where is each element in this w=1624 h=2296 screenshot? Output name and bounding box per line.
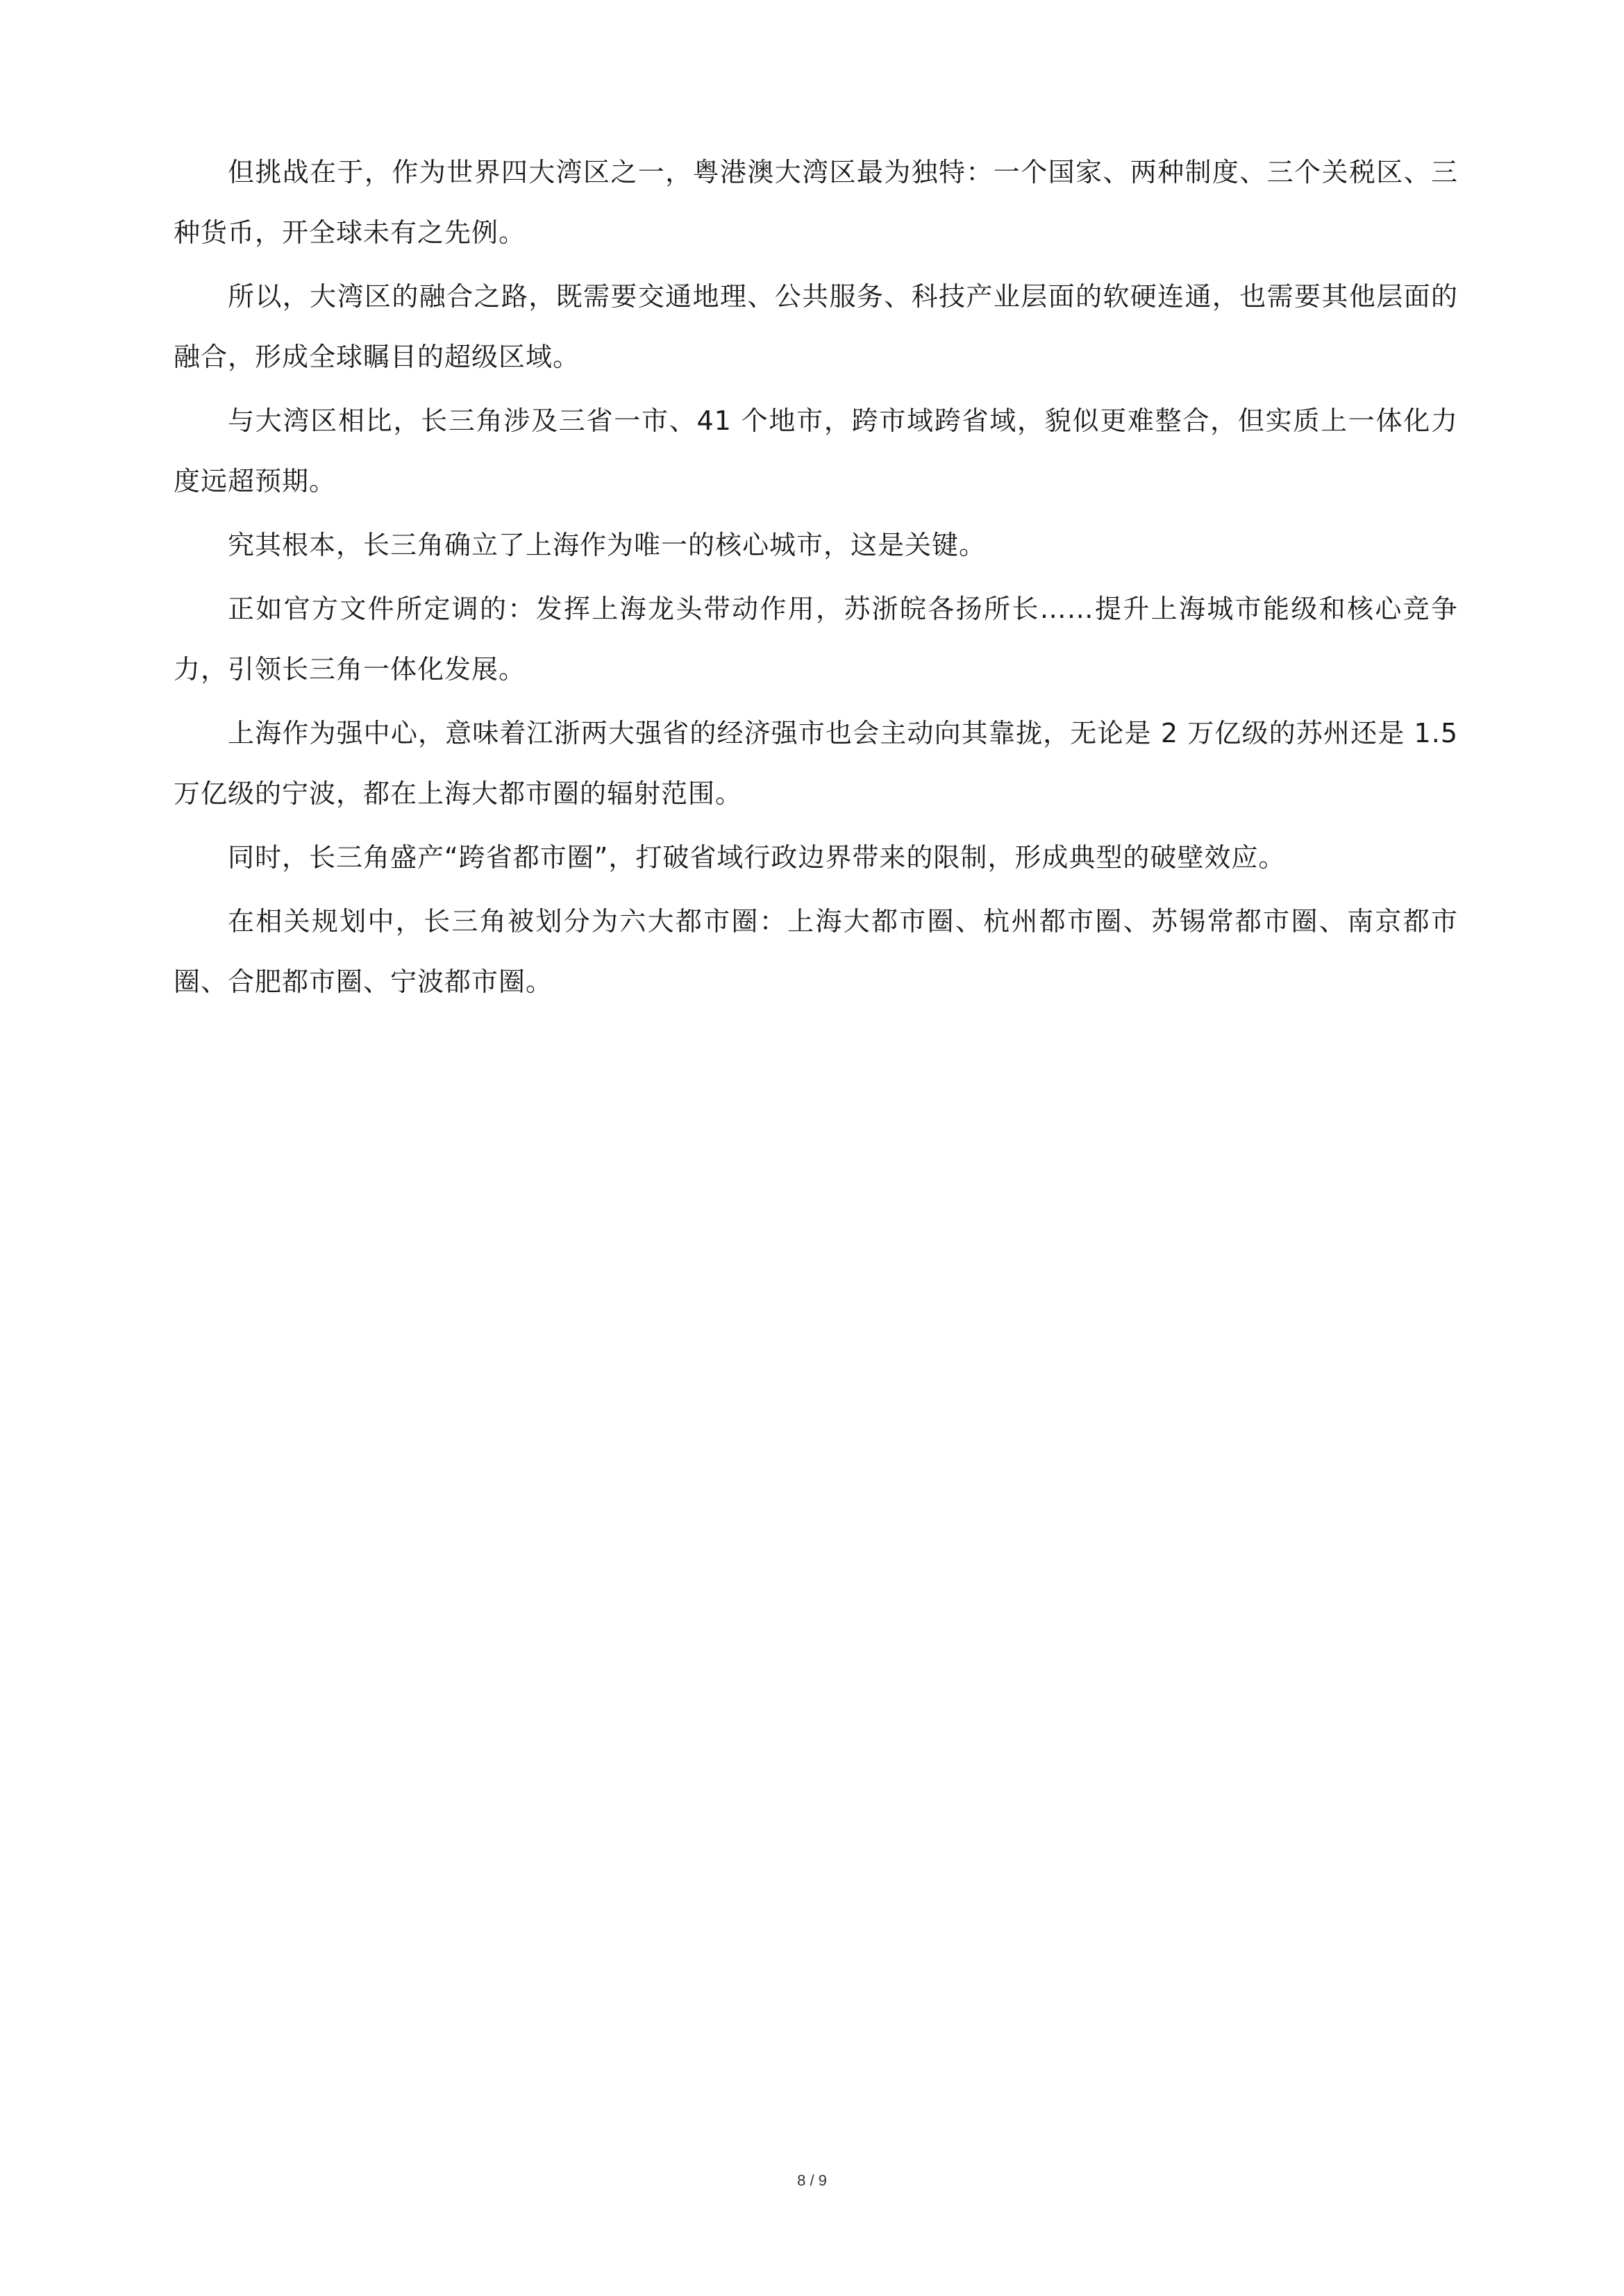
paragraph-5: 正如官方文件所定调的：发挥上海龙头带动作用，苏浙皖各扬所长……提升上海城市能级和核心竞争力，引领长三角一体化发展。 — [174, 594, 1458, 685]
paragraph-1: 但挑战在于，作为世界四大湾区之一，粤港澳大湾区最为独特：一个国家、两种制度、三个关税区、三种货币，开全球未有之先例。 — [174, 157, 1458, 248]
page-number: 8 / 9 — [797, 2172, 827, 2189]
document-body — [174, 142, 1458, 1016]
paragraph-4: 究其根本，长三角确立了上海作为唯一的核心城市，这是关键。 — [228, 530, 987, 560]
paragraph-2: 所以，大湾区的融合之路，既需要交通地理、公共服务、科技产业层面的软硬连通，也需要其他层面的融合，形成全球瞩目的超级区域。 — [174, 281, 1458, 372]
paragraph-3: 与大湾区相比，长三角涉及三省一市、41 个地市，跨市域跨省域，貌似更难整合，但实质上一体化力度远超预期。 — [174, 405, 1458, 496]
paragraph-8: 在相关规划中，长三角被划分为六大都市圈：上海大都市圈、杭州都市圈、苏锡常都市圈、南京都市圈、合肥都市圈、宁波都市圈。 — [174, 906, 1458, 997]
paragraph-7: 同时，长三角盛产“跨省都市圈”，打破省域行政边界带来的限制，形成典型的破壁效应。 — [228, 842, 1286, 873]
paragraph-6: 上海作为强中心，意味着江浙两大强省的经济强市也会主动向其靠拢，无论是 2 万亿级的苏州还是 1.5 万亿级的宁波，都在上海大都市圈的辐射范围。 — [174, 718, 1458, 809]
